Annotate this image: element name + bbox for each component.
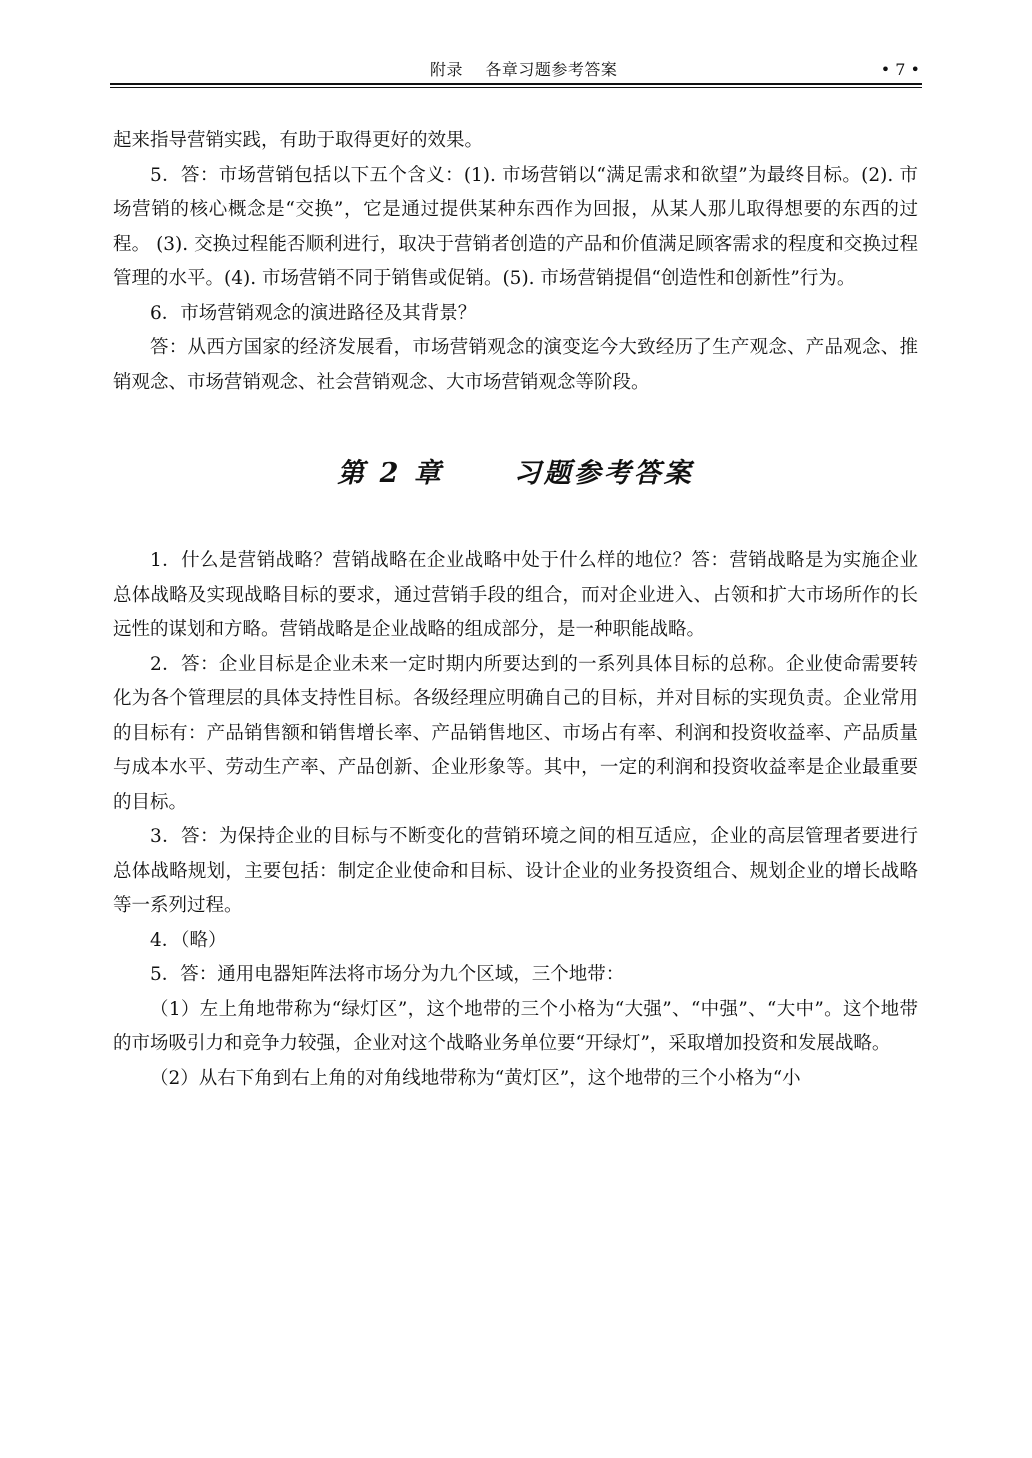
paragraph: 4．（略） (150, 929, 227, 951)
paragraph: （1）左上角地带称为“绿灯区”，这个地带的三个小格为“大强”、“中强”、“大中”。这个地带的市场吸引力和竞争力较强，企业对这个战略业务单位要“开绿灯”，采取增加投资和发展战略。 (113, 998, 918, 1054)
paragraph: 1．什么是营销战略？营销战略在企业战略中处于什么样的地位？答：营销战略是为实施企业总体战略及实现战略目标的要求，通过营销手段的组合，而对企业进入、占领和扩大市场所作的长远性的谋划和方略。营销战略是企业战略的组成部分，是一种职能战略。 (113, 550, 918, 640)
header-title: 附录 各章习题参考答案 (430, 60, 618, 79)
paragraph: 3．答：为保持企业的目标与不断变化的营销环境之间的相互适应，企业的高层管理者要进行总体战略规划，主要包括：制定企业使命和目标、设计企业的业务投资组合、规划企业的增长战略等一系列过程。 (113, 826, 918, 916)
paragraph: 答：从西方国家的经济发展看，市场营销观念的演变迄今大致经历了生产观念、产品观念、推销观念、市场营销观念、社会营销观念、大市场营销观念等阶段。 (113, 337, 918, 393)
page-number: • 7 • (880, 60, 920, 79)
spacer (113, 494, 918, 544)
paragraph: 6．市场营销观念的演进路径及其背景？ (150, 302, 477, 324)
running-header (110, 58, 920, 82)
paragraph: 5．答：市场营销包括以下五个含义：(1). 市场营销以“满足需求和欲望”为最终目标。(2). 市场营销的核心概念是“交换”，它是通过提供某种东西作为回报，从某人那儿取得想要的东西的过程。 (3). 交换过程能否顺利进行，取决于营销者创造的产品和价值满足顾客需求的程度和交换过程管理的水平。(4). 市场营销不同于销售或促销。(5). 市场营销提倡“创造性和创新性”行为。 (113, 164, 918, 289)
chapter-number: 第 2 章 (337, 458, 444, 489)
chapter-title: 习题参考答案 (513, 458, 694, 489)
paragraph: （2）从右下角到右上角的对角线地带称为“黄灯区”，这个地带的三个小格为“小 (150, 1067, 801, 1089)
header-rule-thick (110, 83, 922, 85)
body-text (113, 124, 918, 1096)
spacer (113, 400, 918, 454)
paragraph: 起来指导营销实践，有助于取得更好的效果。 (113, 130, 484, 151)
header-rule-thin (110, 87, 922, 88)
chapter-heading (113, 454, 918, 494)
paragraph: 5．答：通用电器矩阵法将市场分为九个区域，三个地带： (150, 964, 625, 985)
paragraph: 2．答：企业目标是企业未来一定时期内所要达到的一系列具体目标的总称。企业使命需要转化为各个管理层的具体支持性目标。各级经理应明确自己的目标，并对目标的实现负责。企业常用的目标有：产品销售额和销售增长率、产品销售地区、市场占有率、利润和投资收益率、产品质量与成本水平、劳动生产率、产品创新、企业形象等。其中，一定的利润和投资收益率是企业最重要的目标。 (113, 653, 918, 813)
